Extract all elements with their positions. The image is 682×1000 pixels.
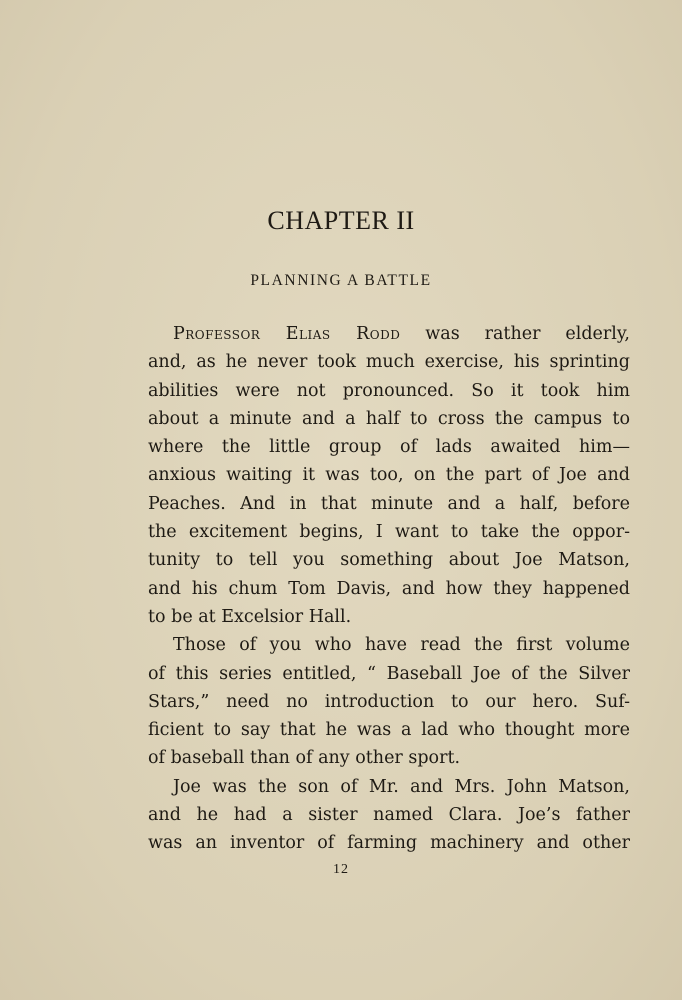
text-line: Those of you who have read the first volume: [173, 635, 630, 656]
paragraph: [148, 320, 630, 631]
text-line: was rather elderly,: [400, 324, 630, 344]
text-line: and, as he never took much exercise, his sprinting: [148, 352, 630, 373]
text-line: was an inventor of farming machinery and other: [148, 833, 630, 854]
paragraph: [148, 631, 630, 772]
text-line: of this series entitled, “ Baseball Joe of the Silver: [148, 663, 630, 684]
text-line: where the little group of lads awaited him—: [148, 437, 630, 458]
chapter-subtitle: PLANNING A BATTLE: [250, 272, 432, 289]
text-line: Joe was the son of Mr. and Mrs. John Matson,: [173, 776, 630, 797]
paragraph: [148, 773, 630, 858]
text-line: the excitement begins, I want to take the oppor-: [148, 522, 630, 543]
chapter-heading: CHAPTER II: [267, 206, 415, 235]
text-line: abilities were not pronounced. So it took him: [148, 380, 630, 401]
text-line: anxious waiting it was too, on the part of Joe and: [148, 465, 630, 486]
text-line: tunity to tell you something about Joe Matson,: [148, 550, 630, 571]
paragraph-lead: Professor Elias Rodd: [173, 324, 401, 344]
text-line: and he had a sister named Clara. Joe’s father: [148, 805, 630, 826]
text-line: about a minute and a half to cross the campus to: [148, 408, 630, 429]
text-line: Peaches. And in that minute and a half, before: [148, 493, 630, 514]
page-number: 12: [333, 862, 349, 877]
text-line: Stars,” need no introduction to our hero. Suf-: [148, 691, 630, 712]
text-line: and his chum Tom Davis, and how they happened: [148, 578, 630, 599]
text-line: to be at Excelsior Hall.: [148, 606, 352, 627]
text-line: of baseball than of any other sport.: [148, 748, 461, 769]
body-text: [148, 320, 630, 858]
text-line: ficient to say that he was a lad who thought more: [148, 720, 630, 741]
